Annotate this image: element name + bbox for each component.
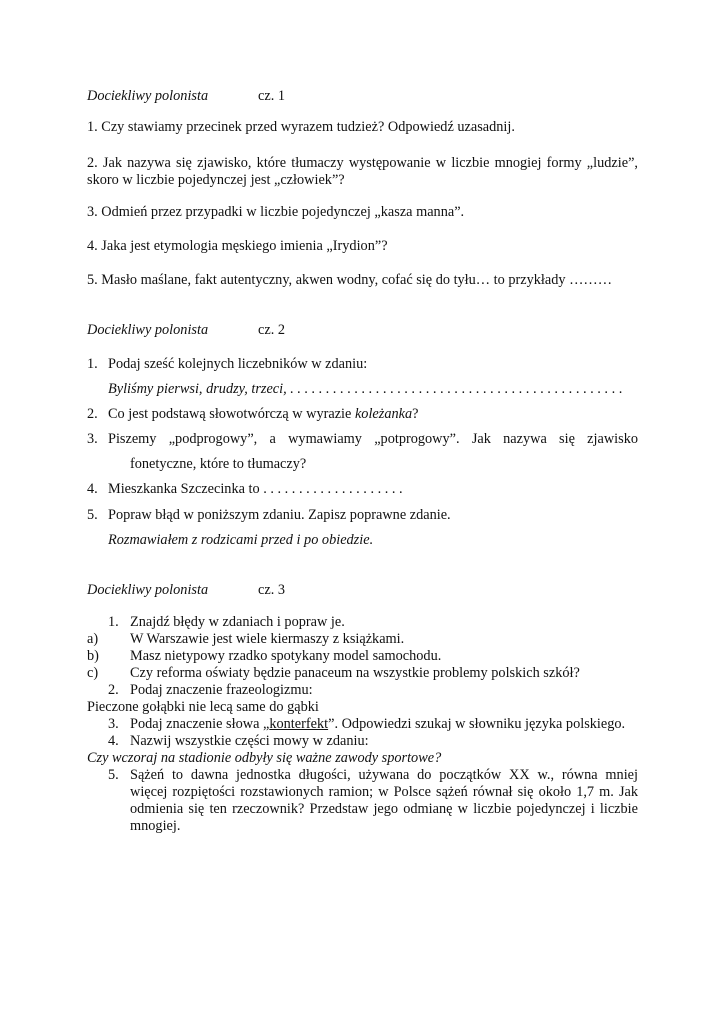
item-2-2-text-c: ?	[412, 406, 419, 422]
item-3-3-text-a: Podaj znaczenie słowa „	[130, 716, 270, 732]
item-3-3-number: 3.	[108, 716, 119, 732]
item-2-5-number: 5.	[87, 507, 98, 523]
part-3-label: cz. 3	[258, 582, 285, 598]
part-2-title: Dociekliwy polonista	[87, 322, 209, 338]
part-2-label: cz. 2	[258, 322, 285, 338]
item-3-1-a-text: W Warszawie jest wiele kiermaszy z książkami.	[130, 631, 405, 647]
item-3-3-text-b: ”. Odpowiedzi szukaj w słowniku języka polskiego.	[328, 716, 626, 732]
item-3-2-text: Podaj znaczenie frazeologizmu:	[130, 682, 313, 698]
item-3-2-phrase: Pieczone gołąbki nie lecą same do gąbki	[87, 699, 319, 715]
part-1-label: cz. 1	[258, 88, 285, 104]
item-2-1-sentence: Byliśmy pierwsi, drudzy, trzeci, . . . . . . . . . . . . . . . . . . . . . . . . . . . . . . . . . . . . . . . . . . . . . . .	[108, 381, 623, 397]
item-3-5-line-4: mnogiej.	[130, 818, 181, 834]
item-3-1-c-letter: c)	[87, 665, 99, 681]
item-3-4-sentence: Czy wczoraj na stadionie odbyły się ważne zawody sportowe?	[87, 750, 442, 766]
item-3-1-b-letter: b)	[87, 648, 99, 664]
question-1-2-line-1: 2. Jak nazywa się zjawisko, które tłumaczy występowanie w liczbie mnogiej formy „ludzie”,	[87, 155, 638, 171]
item-2-5-text: Popraw błąd w poniższym zdaniu. Zapisz poprawne zdanie.	[108, 507, 451, 523]
item-3-1-number: 1.	[108, 614, 119, 630]
question-1-3: 3. Odmień przez przypadki w liczbie pojedynczej „kasza manna”.	[87, 204, 465, 220]
question-1-2-line-2: skoro w liczbie pojedynczej jest „człowiek”?	[87, 172, 345, 188]
question-1-1: 1. Czy stawiamy przecinek przed wyrazem tudzież? Odpowiedź uzasadnij.	[87, 119, 515, 135]
item-3-3-text	[130, 716, 625, 733]
item-2-1-text: Podaj sześć kolejnych liczebników w zdaniu:	[108, 356, 368, 372]
item-3-1-a-letter: a)	[87, 631, 99, 647]
item-3-4-number: 4.	[108, 733, 119, 749]
item-2-5-sentence: Rozmawiałem z rodzicami przed i po obiedzie.	[108, 532, 374, 548]
item-2-3-line-1: Piszemy „podprogowy”, a wymawiamy „potprogowy”. Jak nazywa się zjawisko	[108, 431, 638, 447]
item-3-4-text: Nazwij wszystkie części mowy w zdaniu:	[130, 733, 369, 749]
question-1-4: 4. Jaka jest etymologia męskiego imienia „Irydion”?	[87, 238, 388, 254]
item-2-1-number: 1.	[87, 356, 98, 372]
item-2-2-number: 2.	[87, 406, 98, 422]
item-3-2-number: 2.	[108, 682, 119, 698]
item-3-5-line-2: więcej rozpiętości rozstawionych ramion; w Polsce sążeń równał się około 1,7 m. Jak	[130, 784, 638, 800]
item-2-2-text	[108, 406, 418, 423]
item-2-2-text-a: Co jest podstawą słowotwórczą w wyrazie	[108, 406, 355, 422]
item-3-5-number: 5.	[108, 767, 119, 783]
question-1-5: 5. Masło maślane, fakt autentyczny, akwen wodny, cofać się do tyłu… to przykłady ………	[87, 272, 613, 288]
item-3-1-c-text: Czy reforma oświaty będzie panaceum na wszystkie problemy polskich szkół?	[130, 665, 580, 681]
item-2-4-number: 4.	[87, 481, 98, 497]
item-3-5-line-3: odmienia się ten rzeczownik? Przedstaw jego odmianę w liczbie pojedynczej i liczbie	[130, 801, 638, 817]
item-3-3-keyword: konterfekt	[269, 716, 329, 732]
item-2-2-keyword: koleżanka	[354, 406, 413, 422]
item-3-1-b-text: Masz nietypowy rzadko spotykany model samochodu.	[130, 648, 442, 664]
item-2-4-text: Mieszkanka Szczecinka to . . . . . . . . . . . . . . . . . . . .	[108, 481, 403, 497]
item-2-3-number: 3.	[87, 431, 98, 447]
item-2-3-line-2: fonetyczne, które to tłumaczy?	[130, 456, 307, 472]
item-3-1-text: Znajdź błędy w zdaniach i popraw je.	[130, 614, 345, 630]
item-3-5-line-1: Sążeń to dawna jednostka długości, używana do początków XX w., równa mniej	[130, 767, 638, 783]
part-3-title: Dociekliwy polonista	[87, 582, 209, 598]
part-1-title: Dociekliwy polonista	[87, 88, 209, 104]
